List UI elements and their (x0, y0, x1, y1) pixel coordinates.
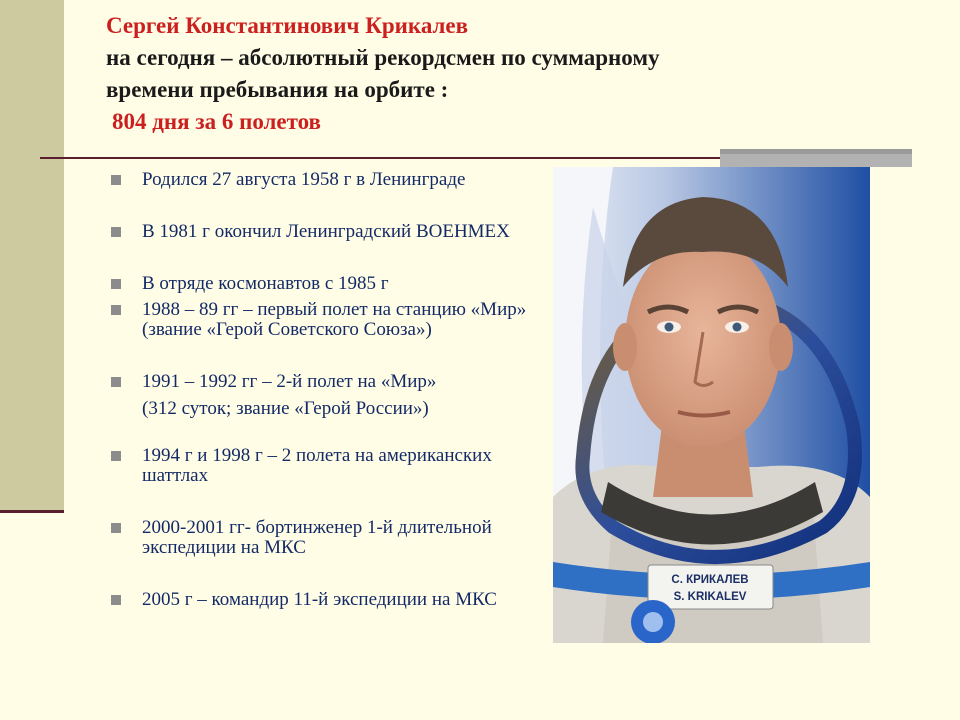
cosmonaut-portrait (553, 167, 870, 643)
bullet-text: Родился 27 августа 1958 г в Ленинграде (142, 169, 466, 190)
bullet-text: В 1981 г окончил Ленинградский ВОЕНМЕХ (142, 221, 510, 242)
bullet-item (108, 300, 528, 340)
bullet-square-icon (111, 595, 121, 605)
bullet-item (108, 590, 528, 610)
bullet-square-icon (111, 175, 121, 185)
left-decor-band (0, 0, 64, 512)
bullet-item (108, 274, 528, 294)
bullet-text: 1994 г и 1998 г – 2 полета на американских шаттлах (142, 445, 492, 486)
portrait-illustration (553, 167, 870, 643)
title-line-3: времени пребывания на орбите : (106, 77, 449, 102)
bullet-text: 2005 г – командир 11-й экспедиции на МКС (142, 589, 497, 610)
decor-gray-bar (720, 149, 912, 167)
bullet-list (108, 170, 528, 610)
bullet-text: 1991 – 1992 гг – 2-й полет на «Мир» (142, 371, 437, 392)
title-name: Сергей Константинович Крикалев (106, 13, 469, 38)
bullet-text: 1988 – 89 гг – первый полет на станцию «Мир» (звание «Герой Советского Союза») (142, 299, 527, 340)
bullet-square-icon (111, 305, 121, 315)
bullet-square-icon (111, 377, 121, 387)
name-patch-line-1: С. КРИКАЛЕВ (671, 574, 749, 586)
slide-title (106, 10, 866, 138)
left-decor-rule (0, 510, 64, 513)
bullet-square-icon (111, 451, 121, 461)
bullet-item (108, 222, 528, 242)
bullet-continuation: (312 суток; звание «Герой России») (142, 398, 429, 419)
name-patch-line-2: S. KRIKALEV (673, 591, 747, 603)
title-line-2: на сегодня – абсолютный рекордсмен по суммарному (106, 45, 660, 70)
title-record: 804 дня за 6 полетов (112, 109, 321, 134)
bullet-square-icon (111, 227, 121, 237)
bullet-text: В отряде космонавтов с 1985 г (142, 273, 389, 294)
bullet-square-icon (111, 523, 121, 533)
bullet-square-icon (111, 279, 121, 289)
bullet-text: 2000-2001 гг- бортинженер 1-й длительной экспедиции на МКС (142, 517, 492, 558)
bullet-item (108, 518, 528, 558)
bullet-item (108, 372, 528, 419)
bullet-item (108, 446, 528, 486)
bullet-item (108, 170, 528, 190)
